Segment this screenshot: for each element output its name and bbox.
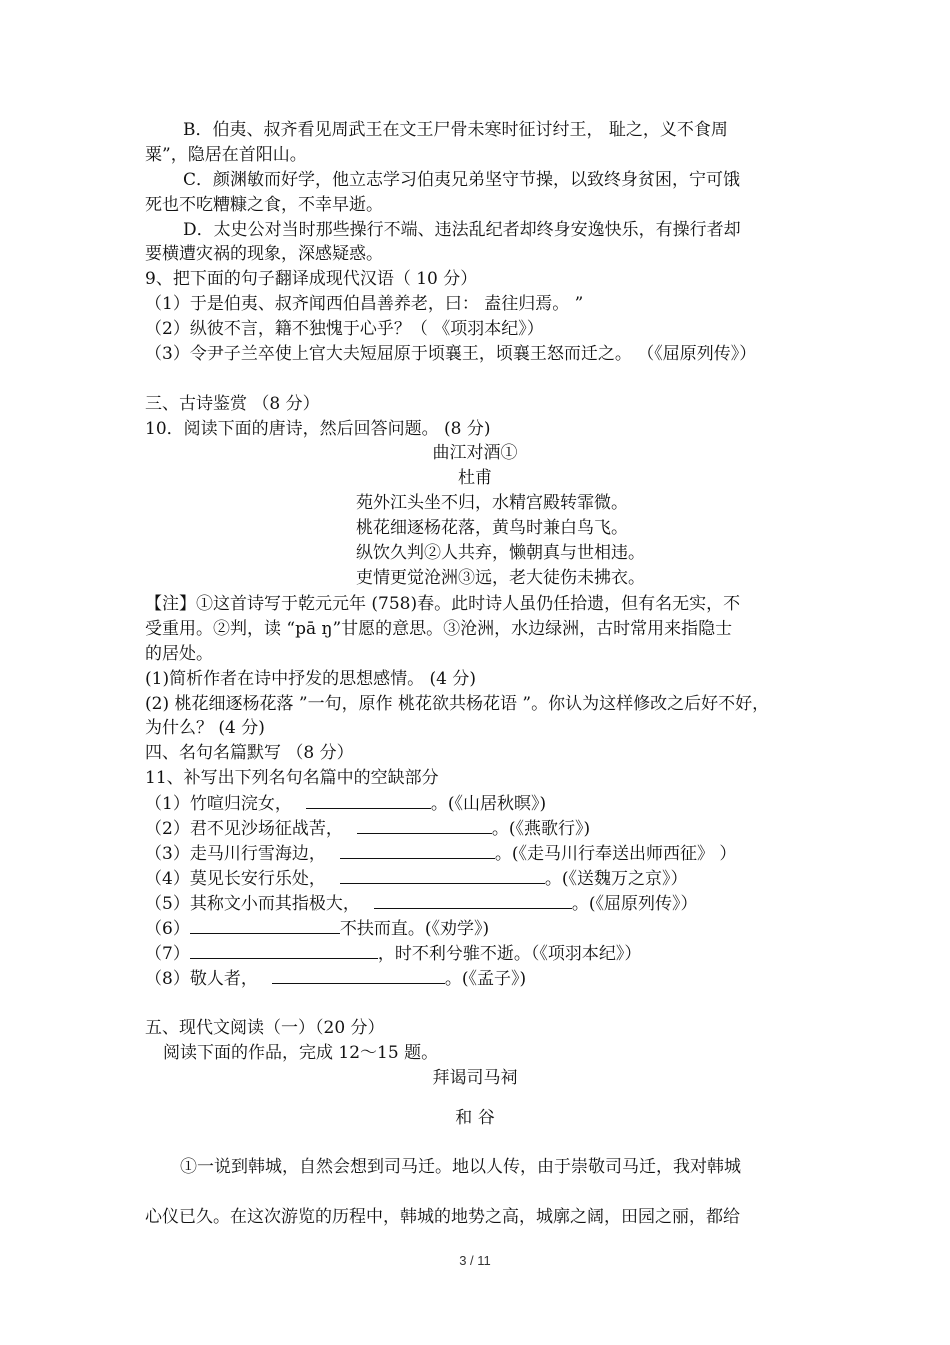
option-b-line1: B．伯夷、叔齐看见周武王在文王尸骨未寒时征讨纣王， 耻之，义不食周 (183, 120, 728, 140)
q9-sentence-1: （1）于是伯夷、叔齐闻西伯昌善养老，曰： 盍往归焉。 ” (145, 294, 584, 314)
fill-item-prompt: （8）敬人者， (145, 969, 258, 989)
fill-item-prompt: （4）莫见长安行乐处， (145, 869, 326, 889)
fill-item-5 (145, 892, 697, 915)
fill-item-7 (145, 942, 641, 965)
option-d-line1: D．太史公对当时那些操行不端、违法乱纪者却终身安逸快乐，有操行者却 (183, 220, 741, 240)
answer-blank[interactable] (272, 967, 445, 984)
poem-author: 杜甫 (458, 468, 492, 488)
poem-note-line3: 的居处。 (145, 644, 213, 664)
article-paragraph-line1: ①一说到韩城，自然会想到司马迁。地以人传，由于崇敬司马迁，我对韩城 (180, 1157, 741, 1177)
fill-item-2 (145, 817, 590, 840)
q11-heading: 11、补写出下列名句名篇中的空缺部分 (145, 768, 439, 788)
q10-heading: 10．阅读下面的唐诗，然后回答问题。 (8 分) (145, 419, 491, 439)
fill-item-source: 不扶而直。(《劝学》) (339, 919, 490, 939)
article-author: 和 谷 (455, 1108, 495, 1128)
answer-blank[interactable] (190, 917, 340, 934)
option-c-line1: C．颜渊敏而好学，他立志学习伯夷兄弟坚守节操，以致终身贫困，宁可饿 (183, 170, 741, 190)
fill-item-prompt: （5）其称文小而其指极大， (145, 894, 360, 914)
poem-note-line1: 【注】①这首诗写于乾元元年 (758)春。此时诗人虽仍任拾遗，但有名无实，不 (145, 594, 741, 614)
fill-item-3 (145, 842, 736, 865)
answer-blank[interactable] (357, 817, 492, 834)
q9-sentence-2: （2）纵彼不言，籍不独愧于心乎？（ 《项羽本纪》） (145, 319, 544, 339)
poem-line-2: 桃花细逐杨花落，黄鸟时兼白鸟飞。 (356, 518, 628, 538)
poem-note-line2: 受重用。②判，读 “pā ŋ”甘愿的意思。③沧洲，水边绿洲，古时常用来指隐士 (145, 619, 733, 639)
option-c-line2: 死也不吃糟糠之食，不幸早逝。 (145, 195, 383, 215)
fill-item-source: 。(《山居秋暝》) (430, 794, 547, 814)
fill-item-8 (145, 967, 526, 990)
answer-blank[interactable] (374, 892, 572, 909)
fill-item-source: 。(《燕歌行》) (491, 819, 591, 839)
answer-blank[interactable] (190, 942, 378, 959)
poem-title: 曲江对酒① (432, 443, 518, 463)
fill-item-prompt: （7） (145, 944, 190, 964)
q10-sub2-line2: 为什么？ (4 分) (145, 718, 265, 738)
section5-heading: 五、现代文阅读（一）（20 分） (145, 1018, 385, 1038)
answer-blank[interactable] (306, 792, 431, 809)
option-b-line2: 粟”，隐居在首阳山。 (145, 145, 307, 165)
q9-sentence-3: （3）令尹子兰卒使上官大夫短屈原于顷襄王，顷襄王怒而迁之。 （《屈原列传》） (145, 344, 757, 364)
fill-item-prompt: （1）竹喧归浣女， (145, 794, 292, 814)
answer-blank[interactable] (340, 867, 545, 884)
page-number: 3 / 11 (459, 1253, 491, 1268)
article-title: 拜谒司马祠 (432, 1068, 518, 1088)
fill-item-prompt: （3）走马川行雪海边， (145, 844, 326, 864)
q9-heading: 9、把下面的句子翻译成现代汉语（ 10 分） (145, 269, 478, 289)
q10-sub2-line1: (2) 桃花细逐杨花落 ”一句，原作 桃花欲共杨花语 ”。你认为这样修改之后好不好， (145, 694, 770, 714)
fill-item-source: 。(《屈原列传》） (571, 894, 698, 914)
poem-line-3: 纵饮久判②人共弃，懒朝真与世相违。 (356, 543, 645, 563)
fill-item-prompt: （6） (145, 919, 190, 939)
fill-item-prompt: （2）君不见沙场征战苦， (145, 819, 343, 839)
section4-heading: 四、名句名篇默写 （8 分） (145, 743, 354, 763)
fill-item-4 (145, 867, 687, 890)
poem-line-4: 吏情更觉沧洲③远，老大徒伤未拂衣。 (356, 568, 645, 588)
q10-sub1: (1)简析作者在诗中抒发的思想感情。 (4 分) (145, 669, 476, 689)
section5-intro: 阅读下面的作品，完成 12～15 题。 (163, 1043, 439, 1063)
fill-item-source: 。(《孟子》) (444, 969, 527, 989)
section3-heading: 三、古诗鉴赏 （8 分） (145, 394, 320, 414)
poem-line-1: 苑外江头坐不归，水精宫殿转霏微。 (356, 493, 628, 513)
fill-item-source: 。(《送魏万之京》） (544, 869, 688, 889)
answer-blank[interactable] (340, 842, 495, 859)
fill-item-1 (145, 792, 546, 815)
fill-item-source: ，时不利兮骓不逝。（《项羽本纪》） (377, 944, 642, 964)
fill-item-6 (145, 917, 489, 940)
fill-item-source: 。(《走马川行奉送出师西征》 ） (494, 844, 737, 864)
article-paragraph-line2: 心仪已久。在这次游览的历程中，韩城的地势之高，城廓之阔，田园之丽，都给 (145, 1207, 740, 1227)
option-d-line2: 要横遭灾祸的现象，深感疑惑。 (145, 244, 383, 264)
